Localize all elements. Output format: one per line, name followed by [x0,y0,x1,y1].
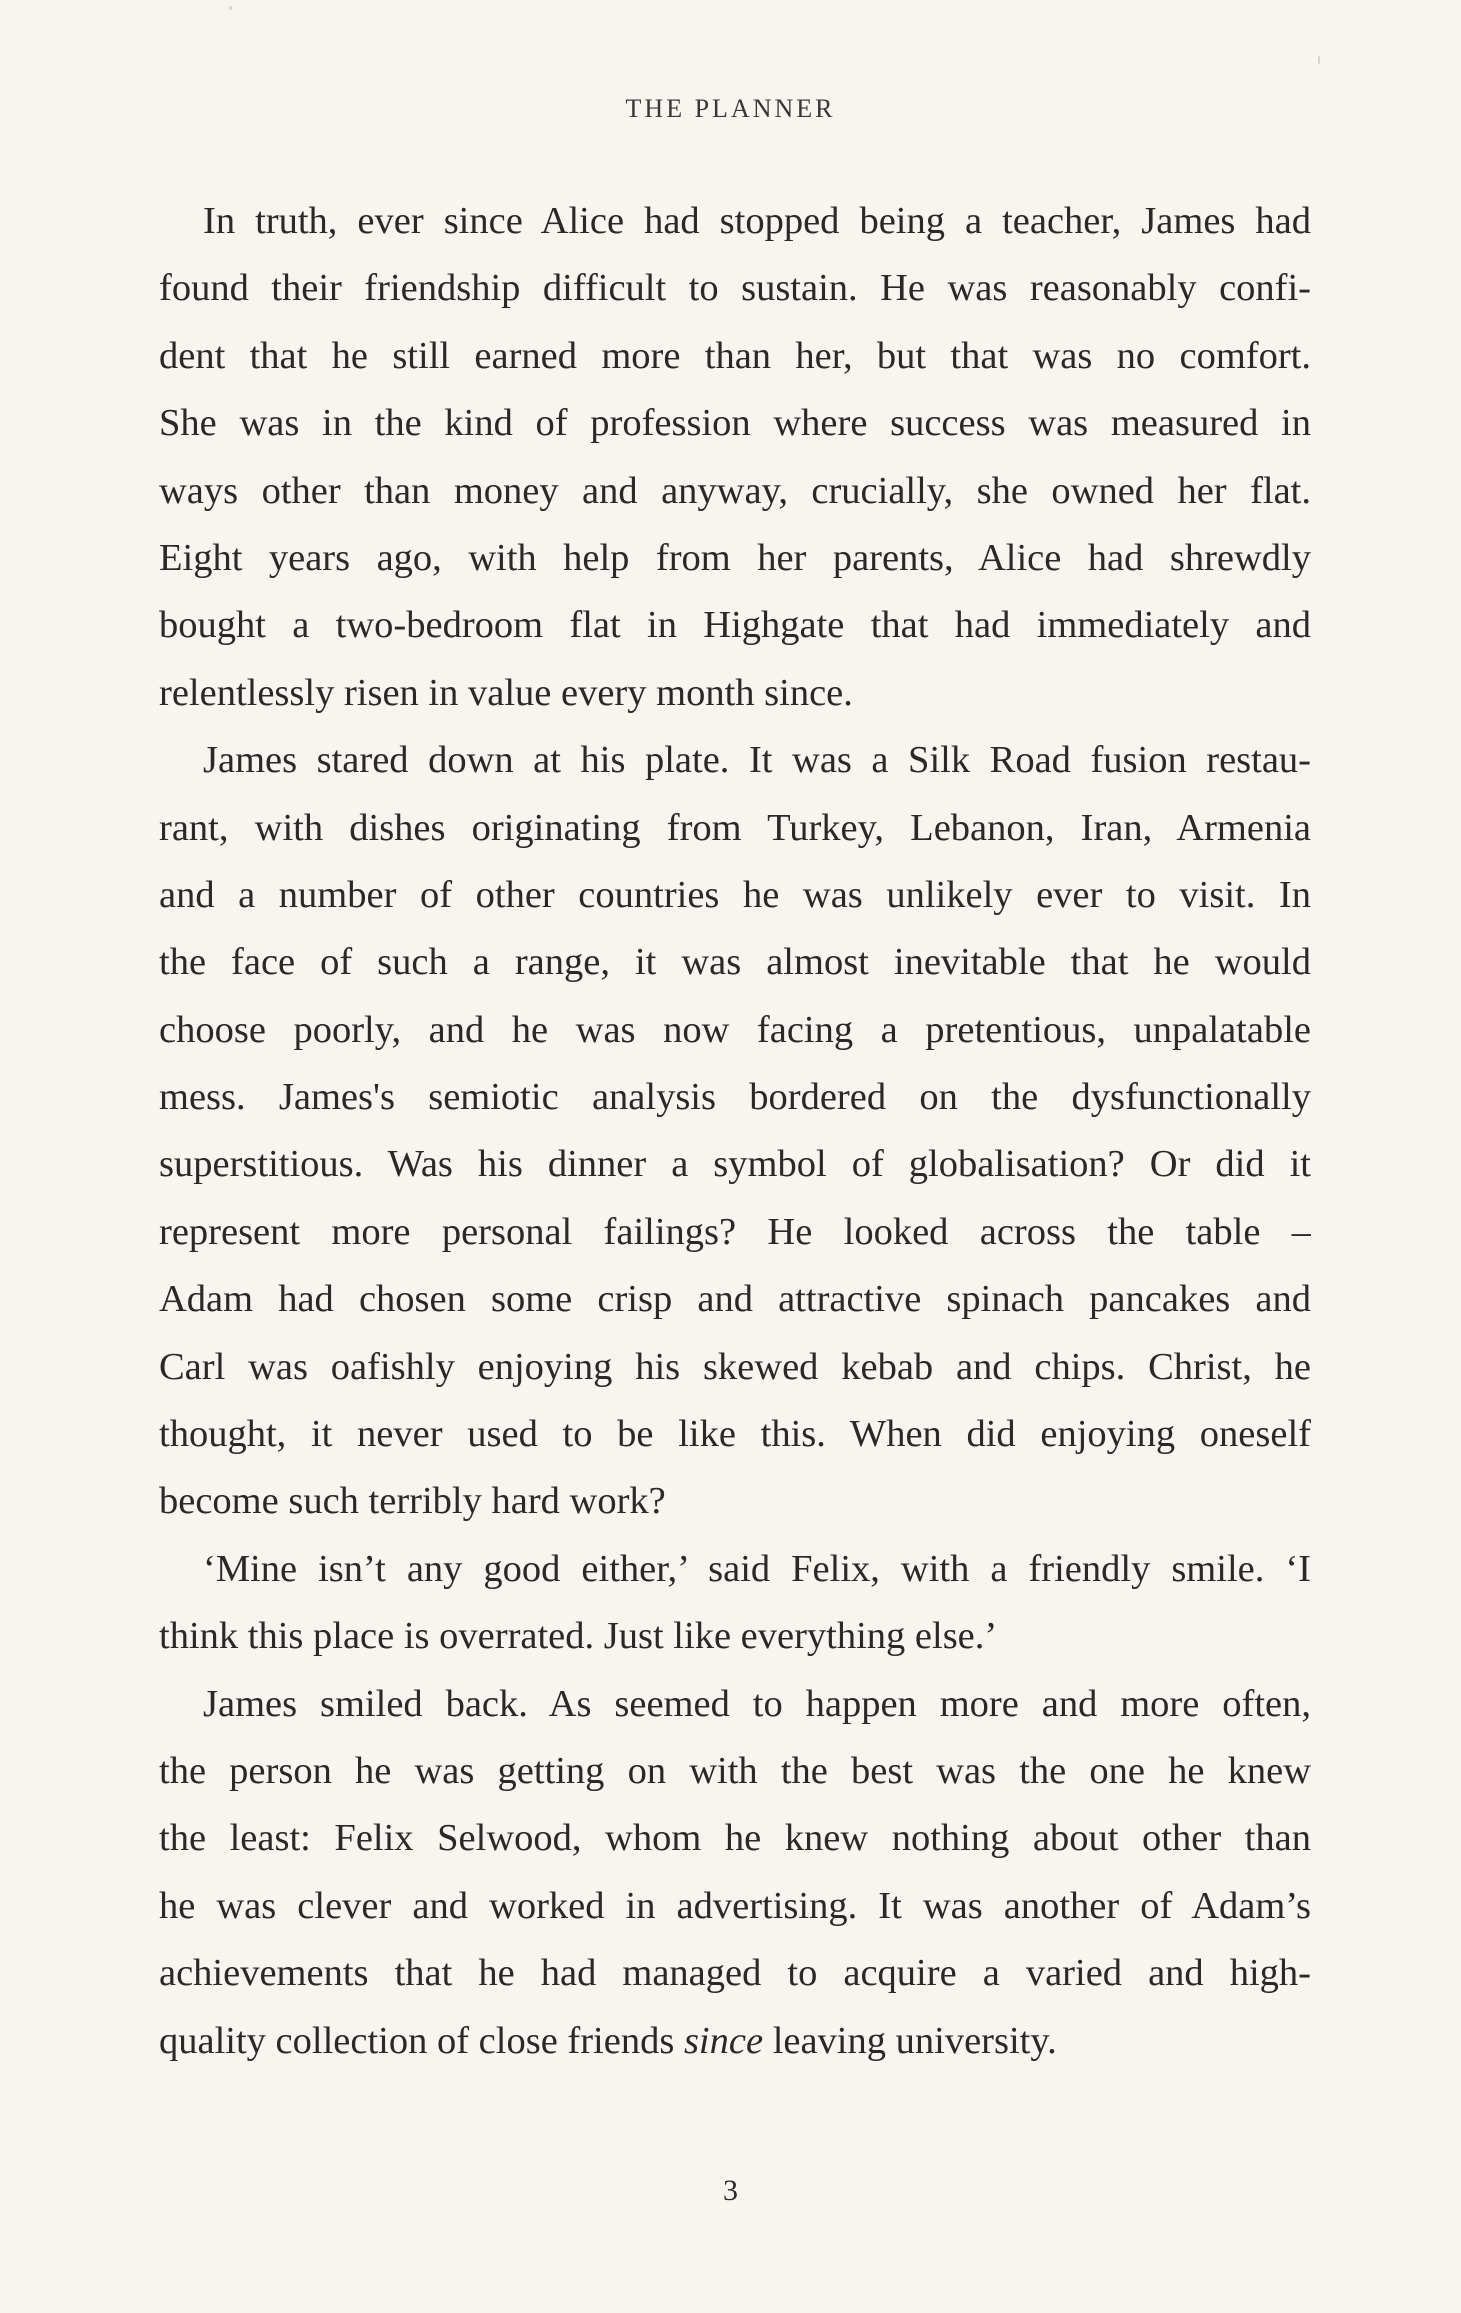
text-line: In truth, ever since Alice had stopped being a teacher, James had [203,200,1311,242]
text-line: She was in the kind of profession where success was measured in [159,402,1311,445]
text-line: superstitious. Was his dinner a symbol of globalisation? Or did it [159,1143,1311,1186]
text-line: Adam had chosen some crisp and attractive spinach pancakes and [159,1278,1311,1321]
text-line: become such terribly hard work? [159,1480,666,1523]
text-line: ways other than money and anyway, crucially, she owned her flat. [159,469,1311,512]
page-number: 3 [723,2174,738,2207]
text-line: dent that he still earned more than her, but that was no comfort. [159,334,1311,377]
paper-speck [1318,56,1320,64]
text-line: and a number of other countries he was unlikely ever to visit. In [159,873,1311,916]
body-text [159,188,1311,2075]
text-line: ‘Mine isn’t any good either,’ said Felix, with a friendly smile. ‘I [203,1547,1311,1590]
text-line: Carl was oafishly enjoying his skewed kebab and chips. Christ, he [159,1345,1311,1388]
text-line: James smiled back. As seemed to happen more and more often, [203,1682,1311,1725]
text-line: think this place is overrated. Just like everything else.’ [159,1615,998,1658]
text-line: thought, it never used to be like this. When did enjoying oneself [159,1413,1311,1456]
text-line: found their friendship difficult to sustain. He was reasonably confi- [159,267,1311,310]
text-line: relentlessly risen in value every month since. [159,671,853,714]
running-head: THE PLANNER [625,94,836,123]
text-line: the person he was getting on with the best was the one he knew [159,1749,1311,1792]
text-line: choose poorly, and he was now facing a pretentious, unpalatable [159,1008,1311,1051]
text-line: James stared down at his plate. It was a Silk Road fusion restau- [203,739,1311,782]
text-line: he was clever and worked in advertising. It was another of Adam’s [159,1884,1311,1927]
text-line: Eight years ago, with help from her parents, Alice had shrewdly [159,536,1311,579]
text-line: bought a two-bedroom flat in Highgate that had immediately and [159,604,1311,647]
text-line: the least: Felix Selwood, whom he knew nothing about other than [159,1817,1311,1860]
text-line: achievements that he had managed to acquire a varied and high- [159,1952,1311,1995]
line-text: leaving university. [763,2019,1057,2062]
text-line: mess. James's semiotic analysis bordered on the dysfunctionally [159,1076,1311,1119]
text-line [159,2008,1311,2075]
text-line: represent more personal failings? He looked across the table – [159,1210,1311,1253]
emphasized-word: since [683,2019,764,2062]
text-line: the face of such a range, it was almost inevitable that he would [159,941,1311,984]
line-text: quality collection of close friends [159,2019,684,2062]
text-line: rant, with dishes originating from Turkey, Lebanon, Iran, Armenia [159,806,1311,849]
paper-speck [229,6,232,10]
